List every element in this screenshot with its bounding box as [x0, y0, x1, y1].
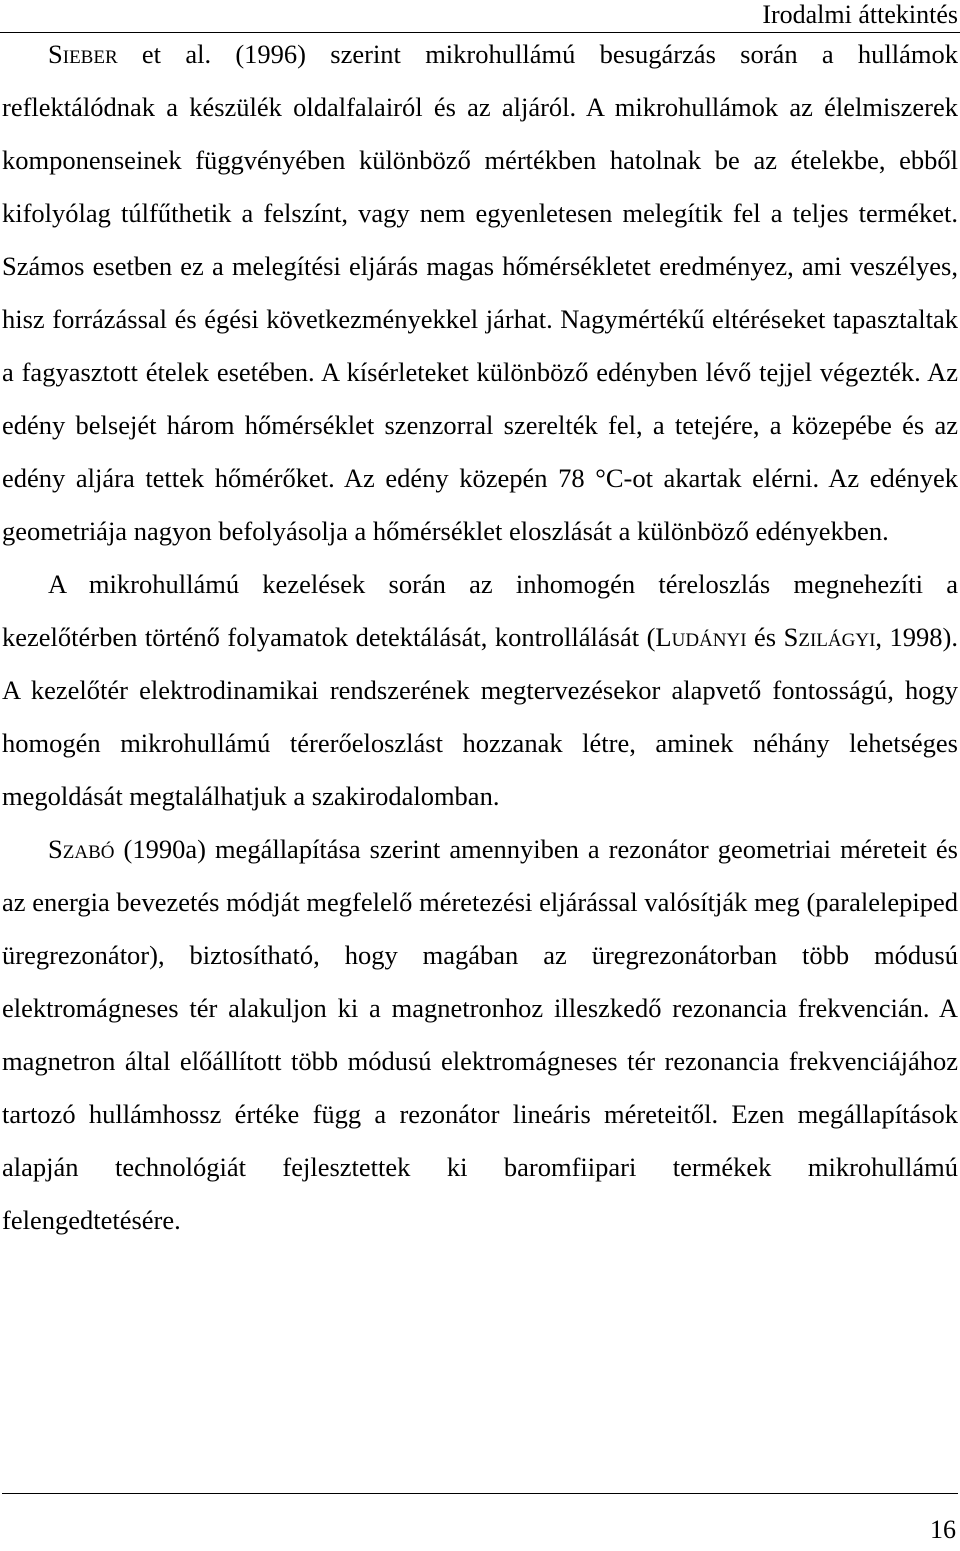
author-name: Sieber	[48, 39, 118, 69]
paragraph-text: (1990a) megállapítása szerint amennyiben a rezonátor geometriai méreteit és az energia bevezetés módját megfelelő méretezési eljárással valósítják meg (paralelepiped üregrezonátor), biztosítható, hogy magában az üregrezonátorban több módusú elektromágneses tér alakuljon ki a magnetronhoz illeszkedő rezonancia frekvencián. A magnetron által előállított több módusú elektromágneses tér rezonancia frekvenciájához tartozó hullámhossz értéke függ a rezonátor lineáris méreteitől. Ezen megállapítások alapján technológiát fejlesztettek ki baromfiipari termékek mikrohullámú felengedtetésére.	[2, 834, 958, 1235]
author-name: Ludányi	[655, 622, 747, 652]
paragraph-text: A mikrohullámú kezelések során az inhomogén téreloszlás megnehezíti a kezelőtérben történő folyamatok detektálását, kontrollálását (	[2, 569, 958, 652]
paragraph-szabo	[2, 823, 958, 1247]
document-body	[2, 28, 958, 1247]
footer-divider	[2, 1493, 958, 1494]
author-name: Szabó	[48, 834, 115, 864]
page-number: 16	[930, 1515, 956, 1544]
paragraph-text: és	[746, 622, 784, 652]
header-title: Irodalmi áttekintés	[762, 0, 958, 29]
paragraph-text: et al. (1996) szerint mikrohullámú besugárzás során a hullámok reflektálódnak a készülék oldalfalairól és az aljáról. A mikrohullámok az élelmiszerek komponenseinek függvényében különböző mértékben hatolnak be az ételekbe, ebből kifolyólag túlfűthetik a felszínt, vagy nem egyenletesen melegítik fel a teljes terméket. Számos esetben ez a melegítési eljárás magas hőmérsékletet eredményez, ami veszélyes, hisz forrázással és égési következményekkel járhat. Nagymértékű eltéréseket tapasztaltak a fagyasztott ételek esetében. A kísérleteket különböző edényben lévő tejjel végezték. Az edény belsejét három hőmérséklet szenzorral szerelték fel, a tetejére, a közepébe és az edény aljára tettek hőmérőket. Az edény közepén 78 °C-ot akartak elérni. Az edények geometriája nagyon befolyásolja a hőmérséklet eloszlását a különböző edényekben.	[2, 39, 958, 546]
paragraph-inhomogeneous-field	[2, 558, 958, 823]
paragraph-text: , 1998). A kezelőtér elektrodinamikai rendszerének megtervezésekor alapvető fontosságú, hogy homogén mikrohullámú térerőeloszlást hozzanak létre, aminek néhány lehetséges megoldását megtalálhatjuk a szakirodalomban.	[2, 622, 958, 811]
author-name: Szilágyi	[783, 622, 876, 652]
paragraph-sieber	[2, 28, 958, 558]
